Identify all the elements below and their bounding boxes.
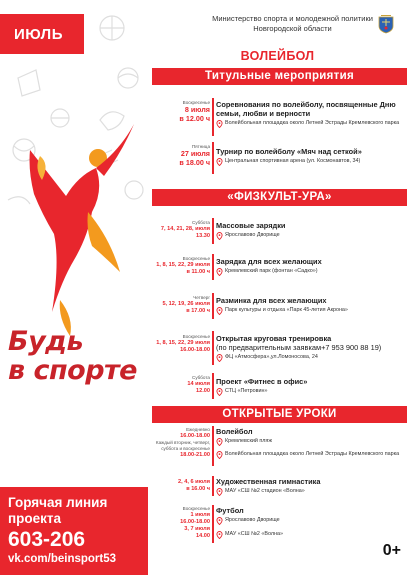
when-line: 14.00 (196, 533, 210, 539)
location-pin-icon (216, 517, 223, 525)
event-name: Проект «Фитнес в офис» (216, 377, 308, 386)
hotline-title-2: проекта (8, 511, 62, 526)
fizkult-item (148, 254, 407, 282)
place-text: ФЦ «Атмосфера»,ул.Ломоносова, 24 (225, 354, 318, 360)
left-panel (0, 0, 148, 575)
fizkult-item-when (148, 220, 210, 240)
location-pin-icon (216, 232, 223, 240)
time: 16.00-18.00 (180, 347, 210, 353)
fizkult-item (148, 373, 407, 401)
fizkult-item-event (216, 296, 404, 314)
place-text: СТЦ «Петровин» (225, 388, 268, 394)
day: Воскресенье (182, 334, 210, 339)
place-text: Ярославово Дворище (225, 517, 280, 523)
right-panel (148, 0, 407, 575)
section-open-header: ОТКРЫТЫЕ УРОКИ (152, 406, 407, 423)
hotline-title-1: Горячая линия (8, 495, 108, 510)
fizkult-item-when (148, 256, 210, 276)
time: в 18.00 ч (179, 158, 210, 167)
event-place (216, 517, 404, 524)
divider (212, 373, 214, 399)
event-name: Открытая круговая тренировка (216, 334, 332, 343)
event-place (216, 388, 404, 395)
fizkult-item (148, 293, 407, 321)
hotline-block (0, 487, 148, 575)
open-item (148, 505, 407, 545)
location-pin-icon (216, 388, 223, 396)
when-line: 2, 4, 6 июля (178, 479, 210, 485)
divider (212, 426, 214, 466)
day: Пятница (191, 144, 210, 149)
fizkult-item (148, 218, 407, 246)
time: 12.00 (196, 388, 210, 394)
open-item-when (148, 479, 210, 493)
event-name: Художественная гимнастика (216, 477, 321, 486)
place-text: МАУ «СШ №2 «Волна» (225, 531, 283, 537)
titled-item-event (216, 100, 404, 127)
section-fizkult-header: «ФИЗКУЛЬТ-УРА» (152, 189, 407, 206)
fizkult-item-when (148, 295, 210, 315)
section-titled-header: Титульные мероприятия (152, 68, 407, 85)
date: 5, 12, 19, 26 июля (162, 301, 210, 307)
location-pin-icon (216, 438, 223, 446)
when-line: в 16.00 ч (186, 486, 210, 492)
place-text: Волейбольная площадка около Летней Эстрады Кремлевского парка (225, 451, 400, 457)
day: Суббота (192, 220, 210, 225)
date: 8 июля (184, 105, 210, 114)
location-pin-icon (216, 451, 223, 459)
divider (212, 98, 214, 136)
event-place (216, 451, 404, 458)
ministry-line-1: Министерство спорта и молодежной политики (212, 14, 373, 23)
event-place (216, 438, 404, 445)
divider (212, 254, 214, 280)
event-name-note: (по предварительным заявкам+7 953 900 88 19) (216, 343, 382, 352)
open-item-when (148, 506, 210, 540)
day: Суббота (192, 375, 210, 380)
open-item (148, 426, 407, 468)
divider (212, 476, 214, 496)
fizkult-item-event (216, 377, 404, 395)
when-line: 18.00-21.00 (180, 452, 210, 458)
date: 1, 8, 15, 22, 29 июля (156, 262, 210, 268)
location-pin-icon (216, 307, 223, 315)
location-pin-icon (216, 158, 223, 166)
event-place (216, 232, 404, 239)
place-text: МАУ «СШ №2 стадион «Волна» (225, 488, 305, 494)
ministry-name (210, 14, 375, 33)
event-place (216, 488, 404, 495)
location-pin-icon (216, 268, 223, 276)
divider (212, 218, 214, 244)
slogan-line-2: в спорте (8, 355, 137, 386)
hotline-number[interactable]: 603-206 (8, 528, 86, 551)
place-text: Кремлевский парк (фонтан «Садко») (225, 268, 318, 274)
day: Четверг (193, 295, 210, 300)
when-line: 16.00-18.00 (180, 519, 210, 525)
date: 27 июля (180, 149, 210, 158)
when-line: Ежедневно (186, 427, 210, 432)
location-pin-icon (216, 120, 223, 128)
event-place (216, 158, 404, 165)
day: Воскресенье (182, 100, 210, 105)
time: в 11.00 ч (186, 269, 210, 275)
event-place (216, 531, 404, 538)
slogan (8, 328, 137, 385)
when-line: 3, 7 июля (184, 526, 210, 532)
divider (212, 142, 214, 174)
divider (212, 293, 214, 319)
sport-title: ВОЛЕЙБОЛ (240, 49, 315, 63)
vk-link[interactable]: vk.com/beinsport53 (8, 553, 117, 565)
open-item-when (148, 427, 210, 459)
date: 1, 8, 15, 22, 29 июля (156, 340, 210, 346)
ministry-line-2: Новгородской области (253, 23, 332, 33)
place-text: Парк культуры и отдыха «Парк 45-летия Акрона» (225, 307, 348, 313)
event-name: Массовые зарядки (216, 221, 286, 230)
place-text: Кремлевский пляж (225, 438, 272, 444)
event-place (216, 268, 404, 275)
titled-item-when (148, 100, 210, 124)
time: в 17.00 ч (186, 308, 210, 314)
location-pin-icon (216, 531, 223, 539)
divider (212, 505, 214, 543)
month-label: ИЮЛЬ (0, 14, 84, 54)
date: 7, 14, 21, 28, июля (160, 226, 210, 232)
date: 14 июля (187, 381, 210, 387)
location-pin-icon (216, 354, 223, 362)
day: Воскресенье (182, 256, 210, 261)
fizkult-item-event (216, 221, 404, 239)
titled-item (148, 98, 407, 138)
titled-item-event (216, 147, 404, 165)
fizkult-item (148, 331, 407, 367)
event-place (216, 120, 404, 127)
open-item-event (216, 427, 404, 458)
open-item-event (216, 477, 404, 495)
fizkult-item-event (216, 257, 404, 275)
place-text: Волейбольная площадка около Летней Эстрады Кремлевского парка (225, 120, 400, 126)
place-text: Центральная спортивная арена (ул. Космонавтов, 34) (225, 158, 361, 164)
fizkult-item-event (216, 334, 404, 361)
time: в 12.00 ч (179, 114, 210, 123)
time: 13.30 (196, 233, 210, 239)
open-item-event (216, 506, 404, 538)
event-name: Волейбол (216, 427, 253, 436)
event-place (216, 307, 404, 314)
event-name: Соревнования по волейболу, посвященные Дню семьи, любви и верности (216, 100, 396, 118)
event-name: Разминка для всех желающих (216, 296, 327, 305)
titled-item (148, 142, 407, 176)
fizkult-item-when (148, 334, 210, 354)
titled-item-when (148, 144, 210, 168)
when-line: 1 июля (190, 512, 210, 518)
event-name: Футбол (216, 506, 244, 515)
event-name: Зарядка для всех желающих (216, 257, 322, 266)
fizkult-item-when (148, 375, 210, 395)
event-name: Турнир по волейболу «Мяч над сеткой» (216, 147, 362, 156)
slogan-line-1: Будь (8, 326, 84, 357)
open-item (148, 476, 407, 498)
when-line: 16.00-18.00 (180, 433, 210, 439)
when-line: Воскресенье (182, 506, 210, 511)
when-line: Каждый вторник, четверг, суббота и воскресенье (155, 440, 210, 451)
age-rating: 0+ (382, 542, 401, 559)
athlete-figure-icon (30, 124, 135, 336)
place-text: Ярославово Дворище (225, 232, 280, 238)
location-pin-icon (216, 488, 223, 496)
coat-of-arms-icon (377, 12, 395, 34)
event-place (216, 354, 404, 361)
divider (212, 331, 214, 365)
